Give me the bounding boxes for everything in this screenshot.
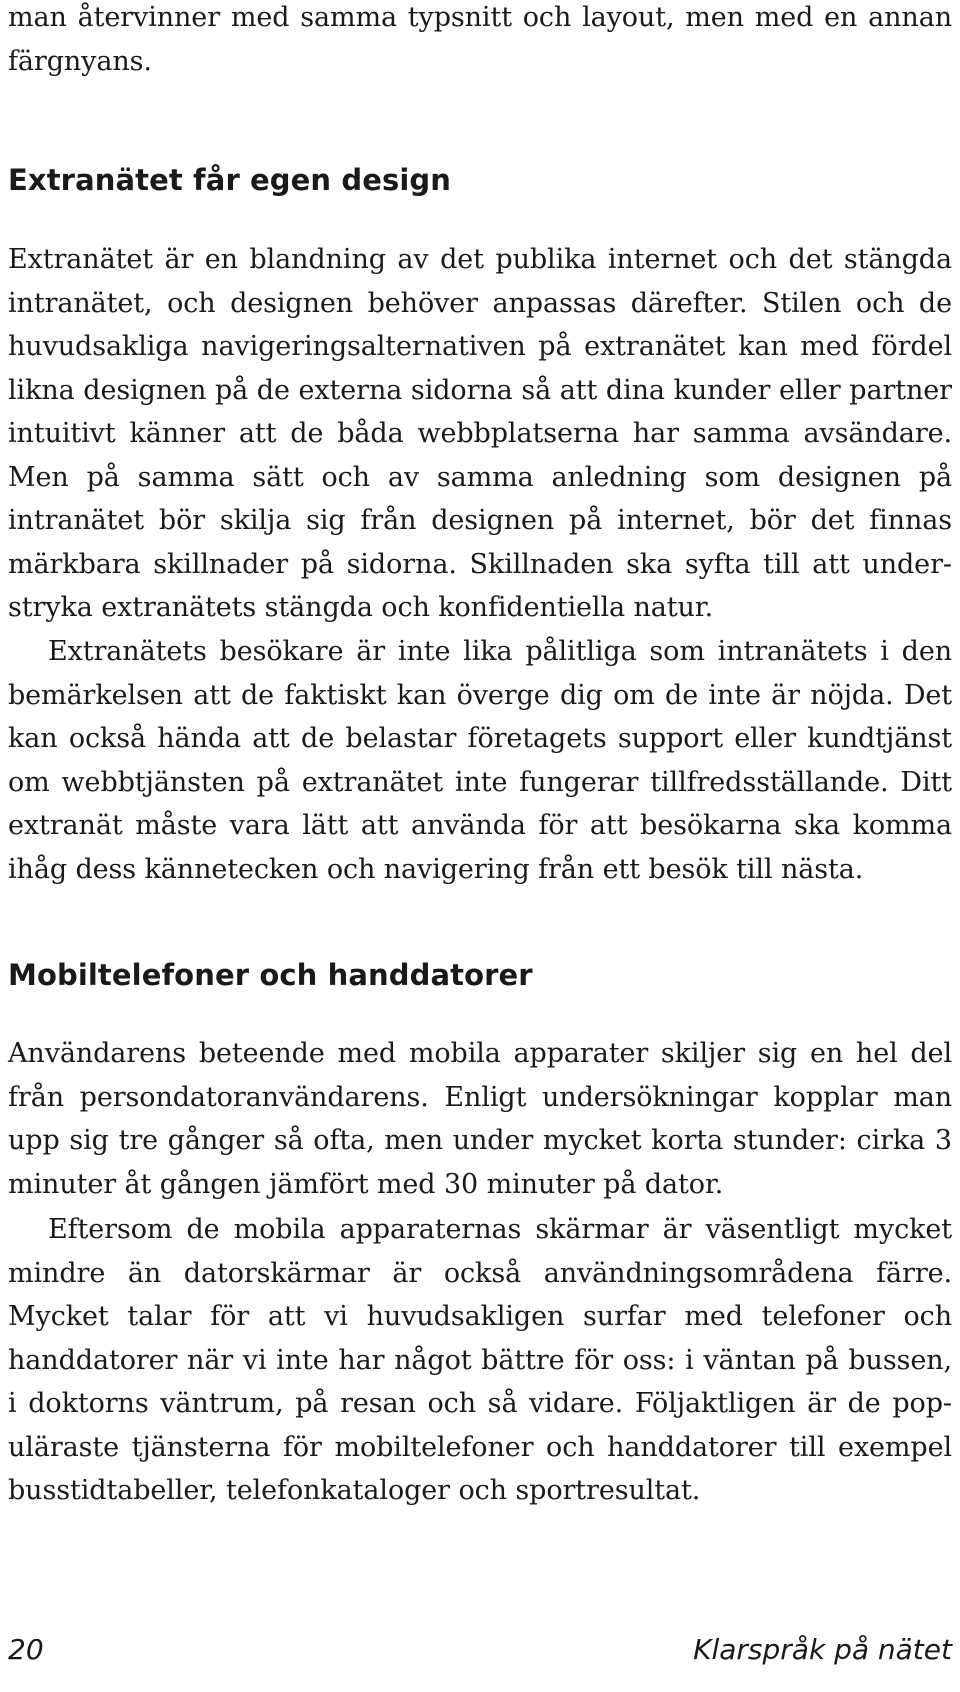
page-number: 20 [8,1633,44,1666]
section-heading-extranet: Extranätet får egen design [8,163,452,197]
page-footer [8,1628,952,1672]
running-title: Klarspråk på nätet [693,1633,952,1666]
extranet-paragraph-2: Extranätets besökare är inte lika pålitliga som intranätets i den bemärkelsen att de faktiskt kan överge dig om de inte är nöjda. Det kan också hända att de belastar företagets support eller kundtjänst om webbtjänsten på extranätet inte fungerar tillfredsställande. Ditt extranät måste vara lätt att använda för att besökarna ska komma ihåg dess kännetecken och navigering från ett besök till nästa. [8,636,952,885]
extranet-paragraph-1: Extranätet är en blandning av det publika internet och det stängda intranätet, och designen behöver anpassas därefter. Stilen och de huvudsakliga navigeringsalternativen på extranätet kan med fördel likna designen på de externa sidorna så att dina kunder eller partner intuitivt känner att de båda webbplatserna har samma avsändare. Men på samma sätt och av samma anledning som designen på intranätet bör skilja sig från designen på internet, bör det finnas märkbara skillnader på sidorna. Skillnaden ska syfta till att understryka extranätets stängda och konfidentiella natur. [8,244,952,623]
mobile-paragraph-1: Användarens beteende med mobila apparater skiljer sig en hel del från persondatoranvändarens. Enligt undersökningar kopplar man upp sig tre gånger så ofta, men under mycket korta stunder: cirka 3 minuter åt gången jämfört med 30 minuter på dator. [8,1038,952,1200]
mobile-paragraph-2: Eftersom de mobila apparaternas skärmar är väsentligt mycket mindre än datorskärmar är också användningsområdena färre. Mycket talar för att vi huvudsakligen surfar med telefoner och handdatorer när vi inte har något bättre för oss: i väntan på bussen, i doktorns väntrum, på resan och så vidare. Följaktligen är de populäraste tjänsterna för mobiltelefoner och handdatorer till exempel busstidtabeller, telefonkataloger och sportresultat. [8,1214,952,1506]
intro-paragraph: man återvinner med samma typsnitt och layout, men med en annan färgnyans. [8,2,952,77]
section-heading-mobile: Mobiltelefoner och handdatorer [8,958,533,992]
